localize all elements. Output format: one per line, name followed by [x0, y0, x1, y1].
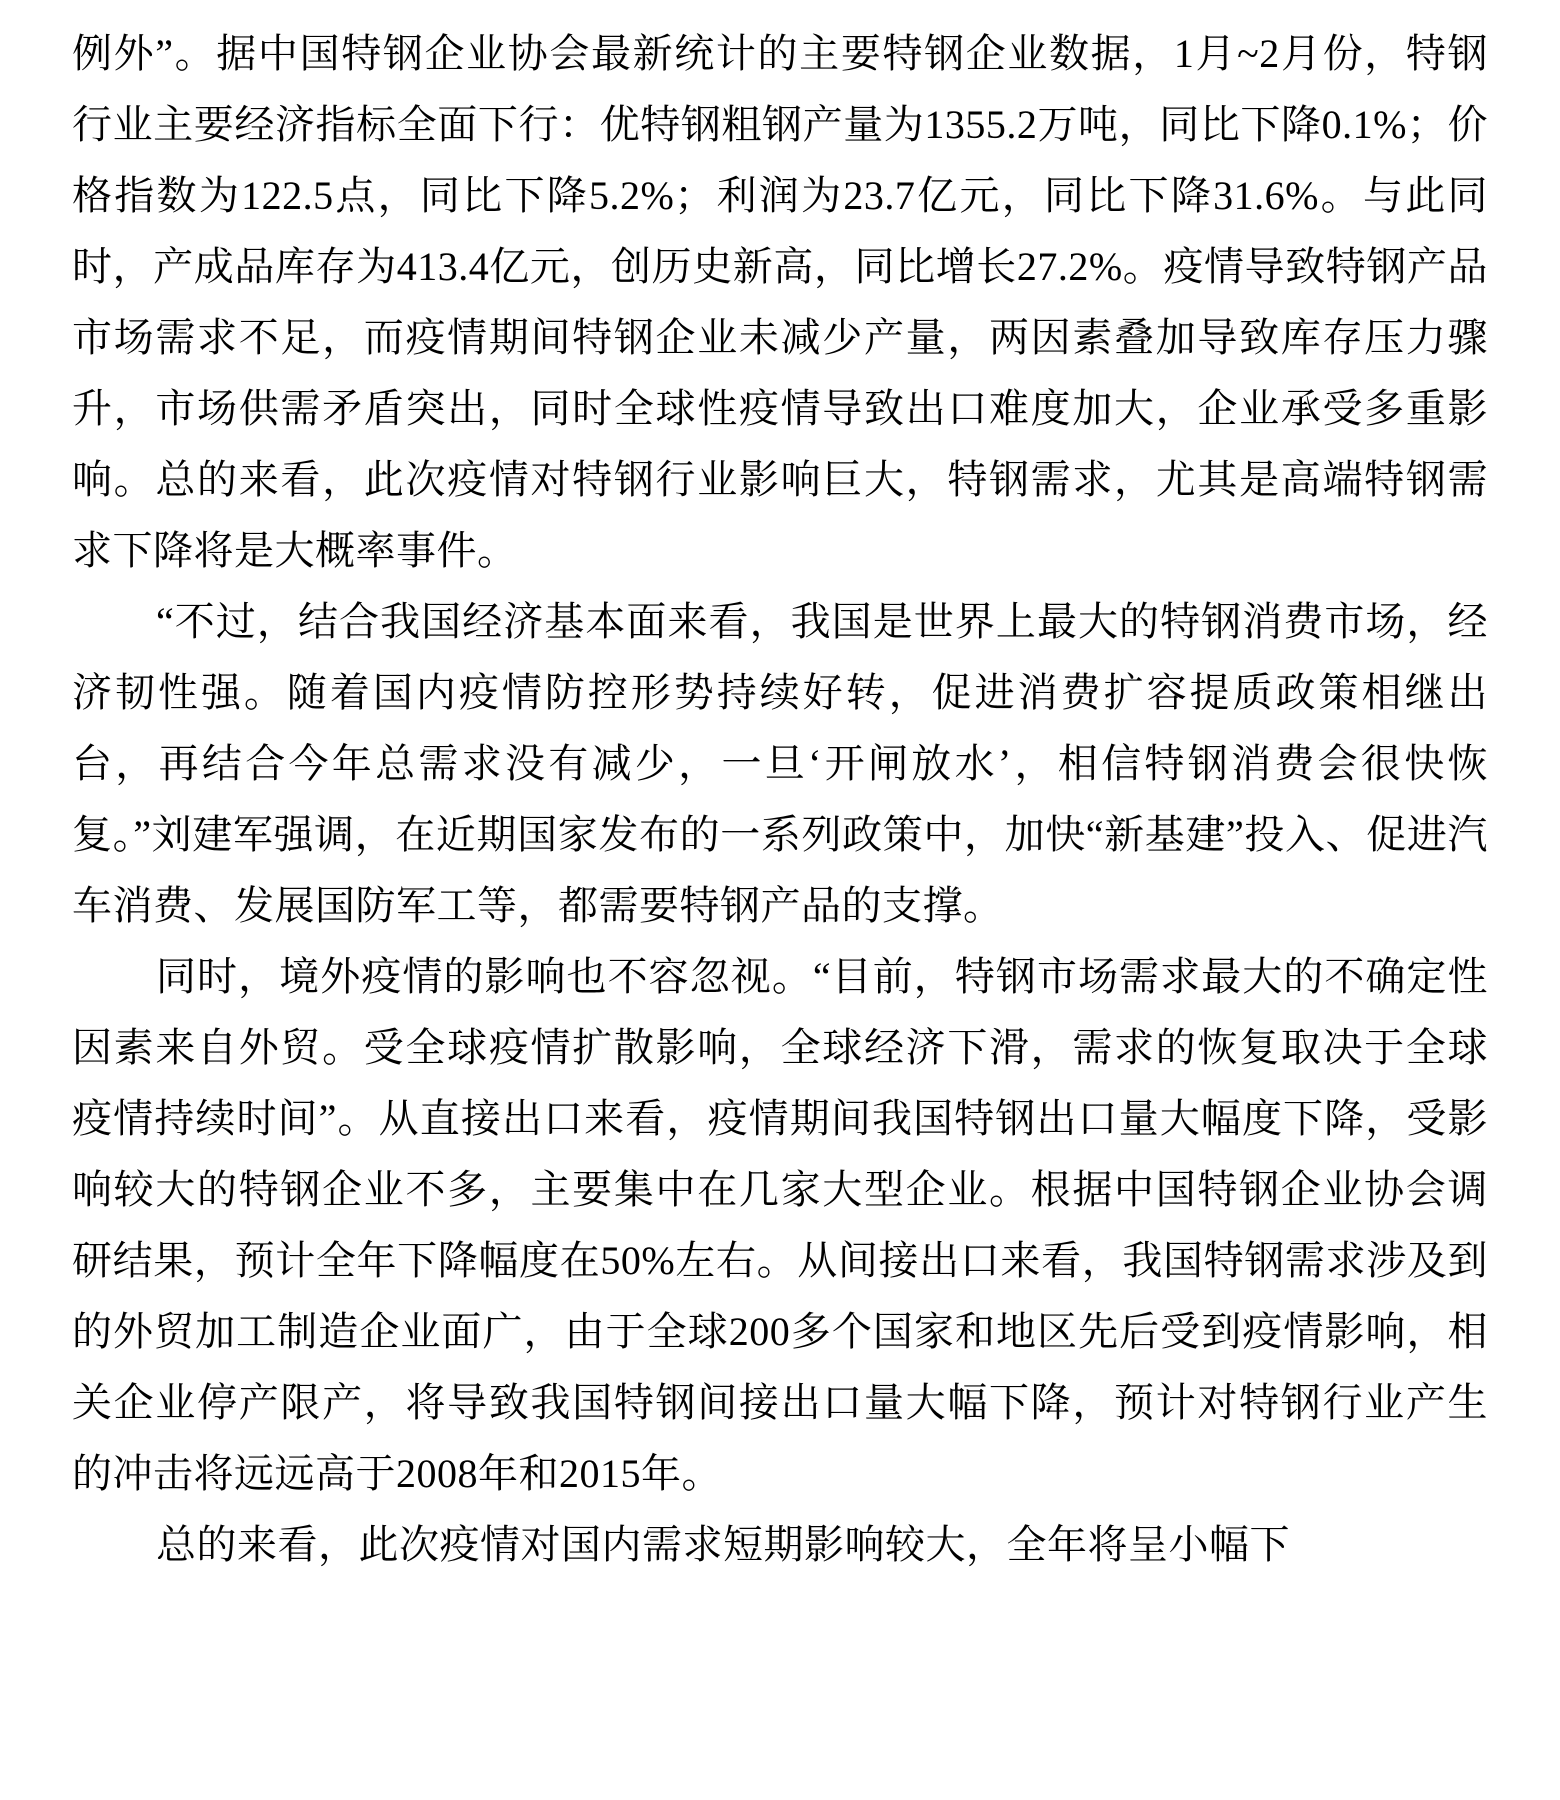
paragraph-4-partial: 总的来看，此次疫情对国内需求短期影响较大，全年将呈小幅下: [156, 1522, 1290, 1567]
paragraph-1: 例外”。据中国特钢企业协会最新统计的主要特钢企业数据，1月~2月份，特钢行业主要经济指标全面下行：优特钢粗钢产量为1355.2万吨，同比下降0.1%；价格指数为122.5点，同比下降5.2%；利润为23.7亿元，同比下降31.6%。与此同时，产成品库存为413.4亿元，创历史新高，同比增长27.2%。疫情导致特钢产品市场需求不足，而疫情期间特钢企业未减少产量，两因素叠加导致库存压力骤升，市场供需矛盾突出，同时全球性疫情导致出口难度加大，企业承受多重影响。总的来看，此次疫情对特钢行业影响巨大，特钢需求，尤其是高端特钢需求下降将是大概率事件。: [72, 31, 1488, 573]
document-body: [72, 18, 1488, 1580]
paragraph-2: “不过，结合我国经济基本面来看，我国是世界上最大的特钢消费市场，经济韧性强。随着国内疫情防控形势持续好转，促进消费扩容提质政策相继出台，再结合今年总需求没有减少，一旦‘开闸放水’，相信特钢消费会很快恢复。”刘建军强调，在近期国家发布的一系列政策中，加快“新基建”投入、促进汽车消费、发展国防军工等，都需要特钢产品的支撑。: [72, 599, 1488, 928]
paragraph-3: 同时，境外疫情的影响也不容忽视。“目前，特钢市场需求最大的不确定性因素来自外贸。受全球疫情扩散影响，全球经济下滑，需求的恢复取决于全球疫情持续时间”。从直接出口来看，疫情期间我国特钢出口量大幅度下降，受影响较大的特钢企业不多，主要集中在几家大型企业。根据中国特钢企业协会调研结果，预计全年下降幅度在50%左右。从间接出口来看，我国特钢需求涉及到的外贸加工制造企业面广，由于全球200多个国家和地区先后受到疫情影响，相关企业停产限产，将导致我国特钢间接出口量大幅下降，预计对特钢行业产生的冲击将远远高于2008年和2015年。: [72, 954, 1488, 1496]
